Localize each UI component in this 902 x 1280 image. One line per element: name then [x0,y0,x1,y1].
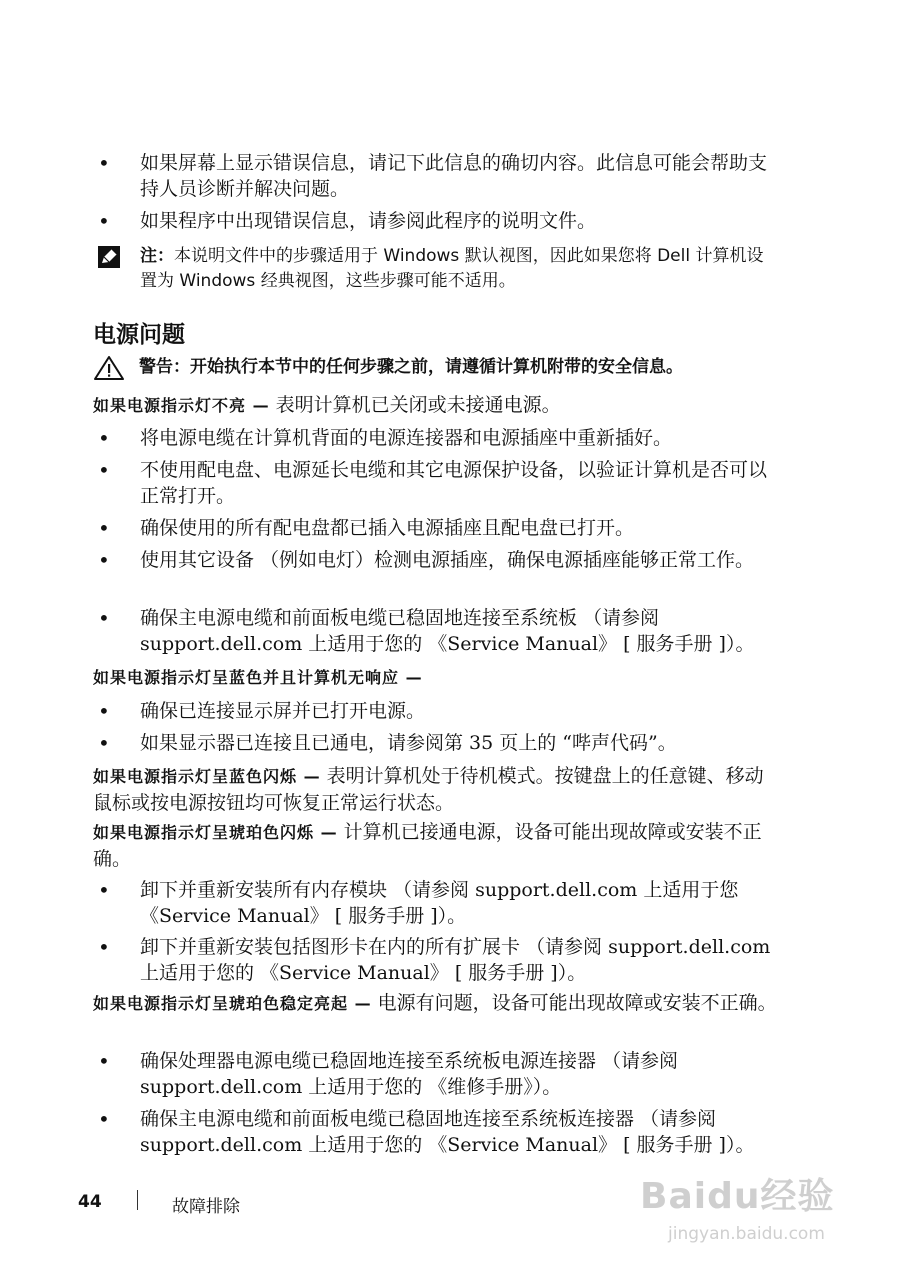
bullet-dot: • [98,878,110,902]
page-number: 44 [78,1192,102,1212]
section-title: 电源问题 [93,322,185,348]
list-item-text: 使用其它设备 （例如电灯）检测电源插座，确保电源插座能够正常工作。 [140,549,755,571]
list-item-text: 确保使用的所有配电盘都已插入电源插座且配电盘已打开。 [140,517,635,539]
paragraph-text: 计算机已接通电源，设备可能出现故障或安装不正确。 [93,821,762,870]
paragraph [93,819,778,872]
bullet-dot: • [98,426,110,450]
bullet-dot: • [98,458,110,482]
list-item-text: 卸下并重新安装所有内存模块 （请参阅 support.dell.com 上适用于您 《Service Manual》 [ 服务手册 ]）。 [140,879,739,927]
list-item-text: 如果显示器已连接且已通电，请参阅第 35 页上的 “哔声代码”。 [140,732,677,754]
list-item-text: 卸下并重新安装包括图形卡在内的所有扩展卡 （请参阅 support.dell.com 上适用于您的 《Service Manual》 [ 服务手册 ]）。 [140,936,771,984]
list-item-text: 确保已连接显示屏并已打开电源。 [140,700,426,722]
paragraph-heading: 如果电源指示灯呈蓝色闪烁 — [93,767,321,786]
warning-text: 警告：开始执行本节中的任何步骤之前，请遵循计算机附带的安全信息。 [139,357,683,377]
list-item-text: 确保主电源电缆和前面板电缆已稳固地连接至系统板 （请参阅 support.dell.com 上适用于您的 《Service Manual》 [ 服务手册 ]）。 [140,607,755,655]
watermark [640,1168,870,1263]
bullet-dot: • [98,935,110,959]
list-item-text: 如果程序中出现错误信息，请参阅此程序的说明文件。 [140,210,597,232]
list-item-text: 确保处理器电源电缆已稳固地连接至系统板电源连接器 （请参阅 support.dell.com 上适用于您的 《维修手册》）。 [140,1050,679,1098]
watermark-logo: Baidu经验 [640,1176,835,1217]
bullet-dot: • [98,151,110,175]
paragraph-text: 表明计算机已关闭或未接通电源。 [269,394,561,416]
bullet-dot: • [98,606,110,630]
watermark-url: jingyan.baidu.com [668,1224,825,1244]
note-body: 本说明文件中的步骤适用于 Windows 默认视图，因此如果您将 Dell 计算机设置为 Windows 经典视图，这些步骤可能不适用。 [140,246,764,291]
paragraph-text: 电源有问题，设备可能出现故障或安装不正确。 [371,992,777,1014]
bullet-dot: • [98,1049,110,1073]
warning-triangle-icon [93,355,125,381]
bullet-dot: • [98,548,110,572]
list-item-text: 确保主电源电缆和前面板电缆已稳固地连接至系统板连接器 （请参阅 support.dell.com 上适用于您的 《Service Manual》 [ 服务手册 ]）。 [140,1108,755,1156]
bullet-dot: • [98,1107,110,1131]
paragraph [93,763,778,816]
paragraph-heading: 如果电源指示灯不亮 — [93,396,270,415]
bullet-dot: • [98,209,110,233]
paragraph [93,664,778,691]
list-item-text: 不使用配电盘、电源延长电缆和其它电源保护设备，以验证计算机是否可以正常打开。 [140,459,768,507]
paragraph-heading: 如果电源指示灯呈琥珀色稳定亮起 — [93,994,372,1013]
paragraph-text: 表明计算机处于待机模式。按键盘上的任意键、移动鼠标或按电源按钮均可恢复正常运行状态。 [93,765,764,814]
note-pencil-icon [98,246,120,268]
footer-separator [137,1190,138,1210]
paragraph-heading: 如果电源指示灯呈琥珀色闪烁 — [93,823,338,842]
footer-chapter-title: 故障排除 [172,1197,240,1217]
note-text [140,244,776,294]
bullet-dot: • [98,731,110,755]
paragraph [93,990,778,1017]
bullet-dot: • [98,516,110,540]
paragraph [93,392,778,419]
note-lead: 注： [140,246,174,266]
list-item-text: 如果屏幕上显示错误信息，请记下此信息的确切内容。此信息可能会帮助支持人员诊断并解决问题。 [140,152,768,200]
list-item-text: 将电源电缆在计算机背面的电源连接器和电源插座中重新插好。 [140,427,673,449]
bullet-dot: • [98,699,110,723]
paragraph-heading: 如果电源指示灯呈蓝色并且计算机无响应 — [93,668,423,687]
